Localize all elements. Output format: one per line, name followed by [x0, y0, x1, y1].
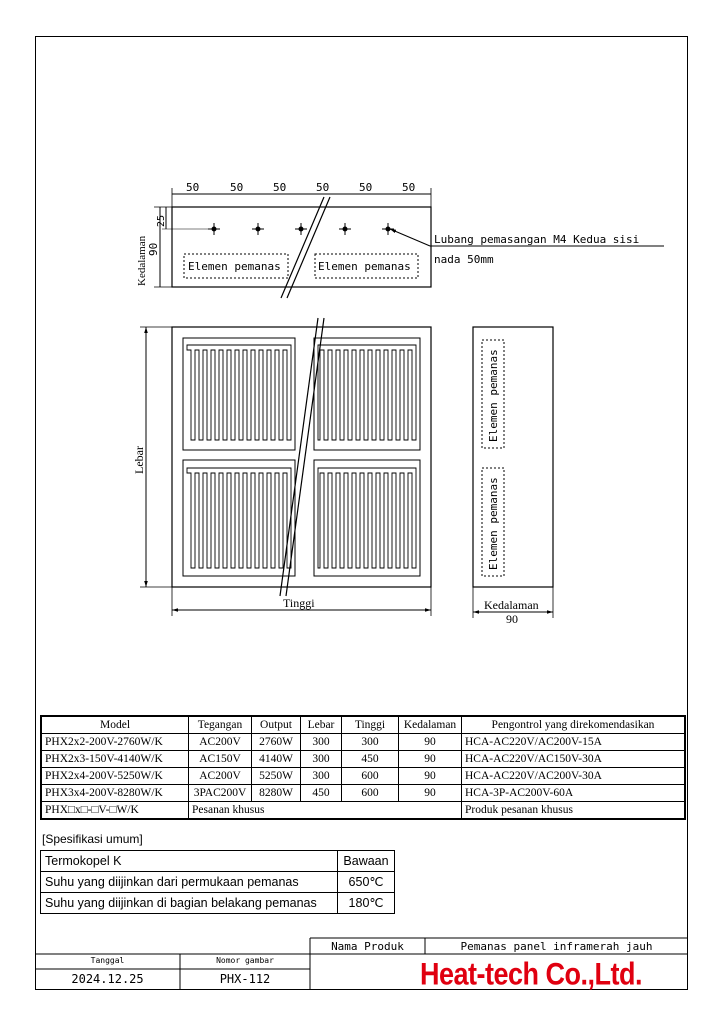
cell-output: 8280W	[252, 785, 301, 802]
cell-voltage: 3PAC200V	[189, 785, 252, 802]
dim-top-5: 50	[359, 181, 373, 194]
col-output: Output	[252, 716, 301, 734]
cell-controller: HCA-AC220V/AC200V-30A	[462, 768, 686, 785]
table-row	[41, 893, 395, 914]
date-value: 2024.12.25	[71, 972, 144, 986]
cell-width: 300	[301, 751, 342, 768]
side-view	[473, 327, 553, 618]
cell-voltage: AC200V	[189, 734, 252, 751]
front-view	[140, 318, 431, 616]
heater-coil-bl	[187, 468, 291, 568]
spec-table-header-row	[41, 716, 685, 734]
mounting-note-line2: nada 50mm	[434, 253, 494, 266]
product-name-label: Nama Produk	[331, 940, 404, 953]
table-row	[41, 851, 395, 872]
product-name-value: Pemanas panel inframerah jauh	[460, 940, 653, 953]
heater-coil-tl	[187, 345, 291, 440]
dim-top-6: 50	[402, 181, 416, 194]
col-voltage: Tegangan	[189, 716, 252, 734]
cell-output: 4140W	[252, 751, 301, 768]
cell-model: PHX3x4-200V-8280W/K	[41, 785, 189, 802]
dim-top-4: 50	[316, 181, 330, 194]
cell-height: 600	[342, 768, 399, 785]
col-width: Lebar	[301, 716, 342, 734]
dim-top-3: 50	[273, 181, 287, 194]
mounting-note-line1: Lubang pemasangan M4 Kedua sisi	[434, 233, 640, 246]
col-model: Model	[41, 716, 189, 734]
cell-depth: 90	[399, 734, 462, 751]
spec-name: Suhu yang diijinkan dari permukaan pemanas	[41, 872, 338, 893]
date-label: Tanggal	[90, 956, 125, 965]
height-label: Tinggi	[283, 596, 315, 610]
table-row	[41, 751, 685, 768]
table-row	[41, 785, 685, 802]
cell-controller: HCA-AC220V/AC200V-15A	[462, 734, 686, 751]
cell-model: PHX2x2-200V-2760W/K	[41, 734, 189, 751]
cell-voltage: AC150V	[189, 751, 252, 768]
dim-top-2: 50	[230, 181, 244, 194]
depth-25: 25	[156, 214, 167, 227]
element-label-top-right: Elemen pemanas	[318, 260, 411, 273]
side-depth-value: 90	[506, 612, 518, 626]
cell-custom-model: PHX□x□-□V-□W/K	[41, 802, 189, 820]
side-element-label-top: Elemen pemanas	[487, 349, 500, 442]
general-spec-table	[40, 850, 395, 914]
cell-output: 5250W	[252, 768, 301, 785]
element-label-top-left: Elemen pemanas	[188, 260, 281, 273]
cell-model: PHX2x3-150V-4140W/K	[41, 751, 189, 768]
table-row	[41, 872, 395, 893]
heater-coil-br	[318, 468, 416, 568]
table-row	[41, 768, 685, 785]
dim-top-1: 50	[186, 181, 200, 194]
cell-depth: 90	[399, 768, 462, 785]
col-height: Tinggi	[342, 716, 399, 734]
cell-depth: 90	[399, 751, 462, 768]
table-row	[41, 734, 685, 751]
col-controller: Pengontrol yang direkomendasikan	[462, 716, 686, 734]
side-element-label-bottom: Elemen pemanas	[487, 477, 500, 570]
cell-height: 600	[342, 785, 399, 802]
cell-controller: HCA-3P-AC200V-60A	[462, 785, 686, 802]
spec-value: Bawaan	[338, 851, 395, 872]
cell-output: 2760W	[252, 734, 301, 751]
cell-voltage: AC200V	[189, 768, 252, 785]
cell-custom-controller: Produk pesanan khusus	[462, 802, 686, 820]
drawing-number-value: PHX-112	[219, 972, 271, 986]
depth-value: 90	[147, 242, 160, 256]
cell-custom-order: Pesanan khusus	[189, 802, 462, 820]
company-logo: Heat-tech Co.,Ltd.	[420, 957, 643, 992]
cell-model: PHX2x4-200V-5250W/K	[41, 768, 189, 785]
cell-width: 300	[301, 734, 342, 751]
cell-height: 300	[342, 734, 399, 751]
table-row-custom	[41, 802, 685, 820]
width-label: Lebar	[132, 446, 146, 474]
cell-depth: 90	[399, 785, 462, 802]
general-spec-title: [Spesifikasi umum]	[42, 832, 143, 846]
depth-label: Kedalaman	[136, 235, 148, 286]
heater-coil-tr	[318, 345, 416, 440]
side-depth-label: Kedalaman	[484, 598, 539, 612]
cell-controller: HCA-AC220V/AC150V-30A	[462, 751, 686, 768]
cell-height: 450	[342, 751, 399, 768]
cell-width: 450	[301, 785, 342, 802]
cell-width: 300	[301, 768, 342, 785]
spec-name: Suhu yang diijinkan di bagian belakang pemanas	[41, 893, 338, 914]
spec-value: 650℃	[338, 872, 395, 893]
mounting-holes	[208, 223, 394, 235]
spec-table	[40, 715, 686, 820]
spec-value: 180℃	[338, 893, 395, 914]
drawing-number-label: Nomor gambar	[216, 956, 274, 965]
spec-name: Termokopel K	[41, 851, 338, 872]
col-depth: Kedalaman	[399, 716, 462, 734]
